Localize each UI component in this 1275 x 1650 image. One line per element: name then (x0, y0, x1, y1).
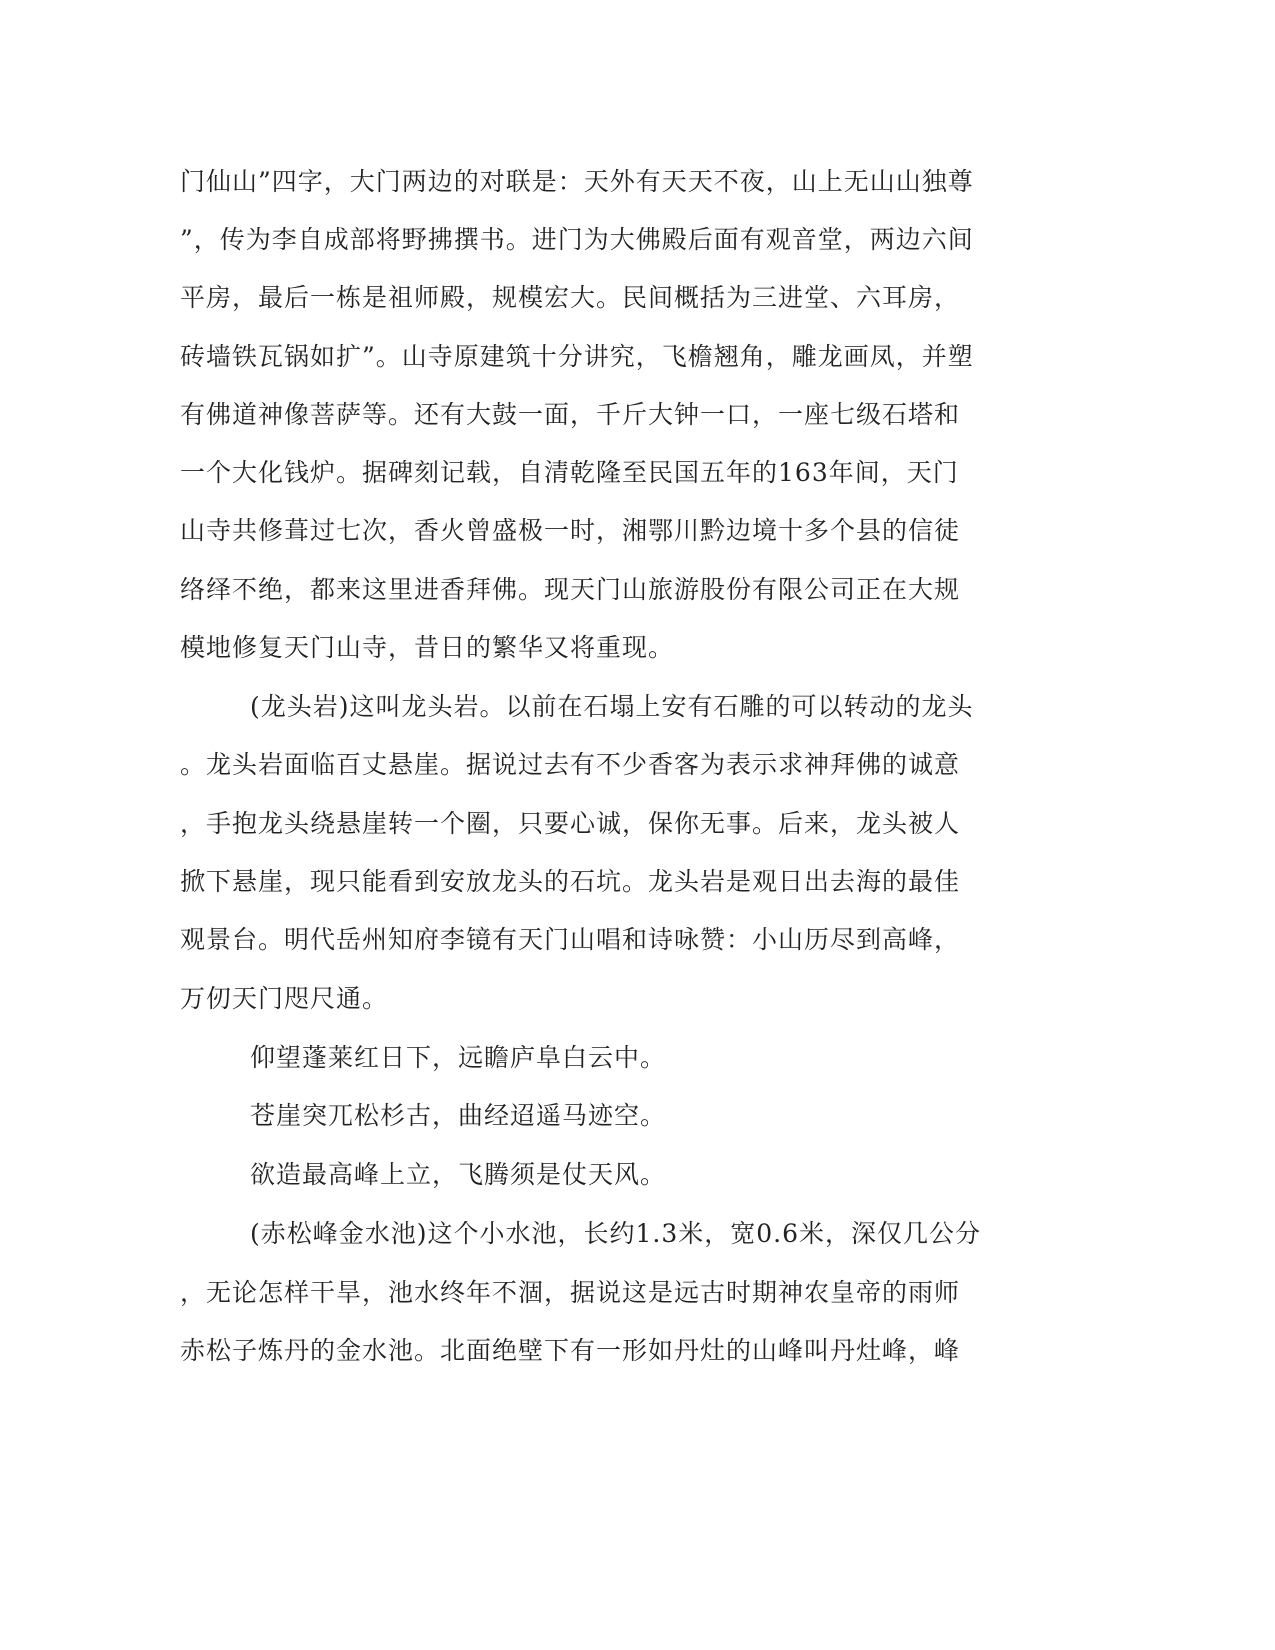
text-line: 模地修复天门山寺，昔日的繁华又将重现。 (180, 633, 675, 662)
text-line: 有佛道神像菩萨等。还有大鼓一面，千斤大钟一口，一座七级石塔和 (180, 400, 961, 429)
text-line: 门仙山”四字，大门两边的对联是：天外有天天不夜，山上无山山独尊 (180, 167, 974, 196)
text-line: 掀下悬崖，现只能看到安放龙头的石坑。龙头岩是观日出去海的最佳 (180, 867, 961, 896)
text-line: 一个大化钱炉。据碑刻记载，自清乾隆至民国五年的163年间，天门 (180, 458, 959, 487)
text-line: 赤松子炼丹的金水池。北面绝壁下有一形如丹灶的山峰叫丹灶峰，峰 (180, 1336, 961, 1365)
text-line: 万仞天门咫尺通。 (180, 984, 389, 1013)
text-line: 络绎不绝，都来这里进香拜佛。现天门山旅游股份有限公司正在大规 (180, 575, 961, 604)
poem-line: 苍崖突兀松杉古，曲经迢遥马迹空。 (250, 1101, 667, 1130)
text-line: ，手抱龙头绕悬崖转一个圈，只要心诚，保你无事。后来，龙头被人 (180, 809, 961, 838)
text-line: 砖墙铁瓦锅如扩”。山寺原建筑十分讲究，飞檐翘角，雕龙画凤，并塑 (180, 342, 974, 371)
text-line: 平房，最后一栋是祖师殿，规模宏大。民间概括为三进堂、六耳房， (180, 283, 961, 312)
text-line: 山寺共修葺过七次，香火曾盛极一时，湘鄂川黔边境十多个县的信徒 (180, 516, 961, 545)
text-line: ”，传为李自成部将野拂撰书。进门为大佛殿后面有观音堂，两边六间 (180, 225, 974, 254)
poem-line: 仰望蓬莱红日下，远瞻庐阜白云中。 (250, 1043, 667, 1072)
poem-line: 欲造最高峰上立，飞腾须是仗天风。 (250, 1160, 667, 1189)
paragraph-first-line: (赤松峰金水池)这个小水池，长约1.3米，宽0.6米，深仅几公分 (250, 1219, 982, 1248)
paragraph-first-line: (龙头岩)这叫龙头岩。以前在石塌上安有石雕的可以转动的龙头 (250, 692, 974, 721)
text-line: 。龙头岩面临百丈悬崖。据说过去有不少香客为表示求神拜佛的诚意 (180, 750, 961, 779)
text-line: ，无论怎样干旱，池水终年不涸，据说这是远古时期神农皇帝的雨师 (180, 1278, 961, 1307)
text-line: 观景台。明代岳州知府李镜有天门山唱和诗咏赞：小山历尽到高峰， (180, 925, 961, 954)
